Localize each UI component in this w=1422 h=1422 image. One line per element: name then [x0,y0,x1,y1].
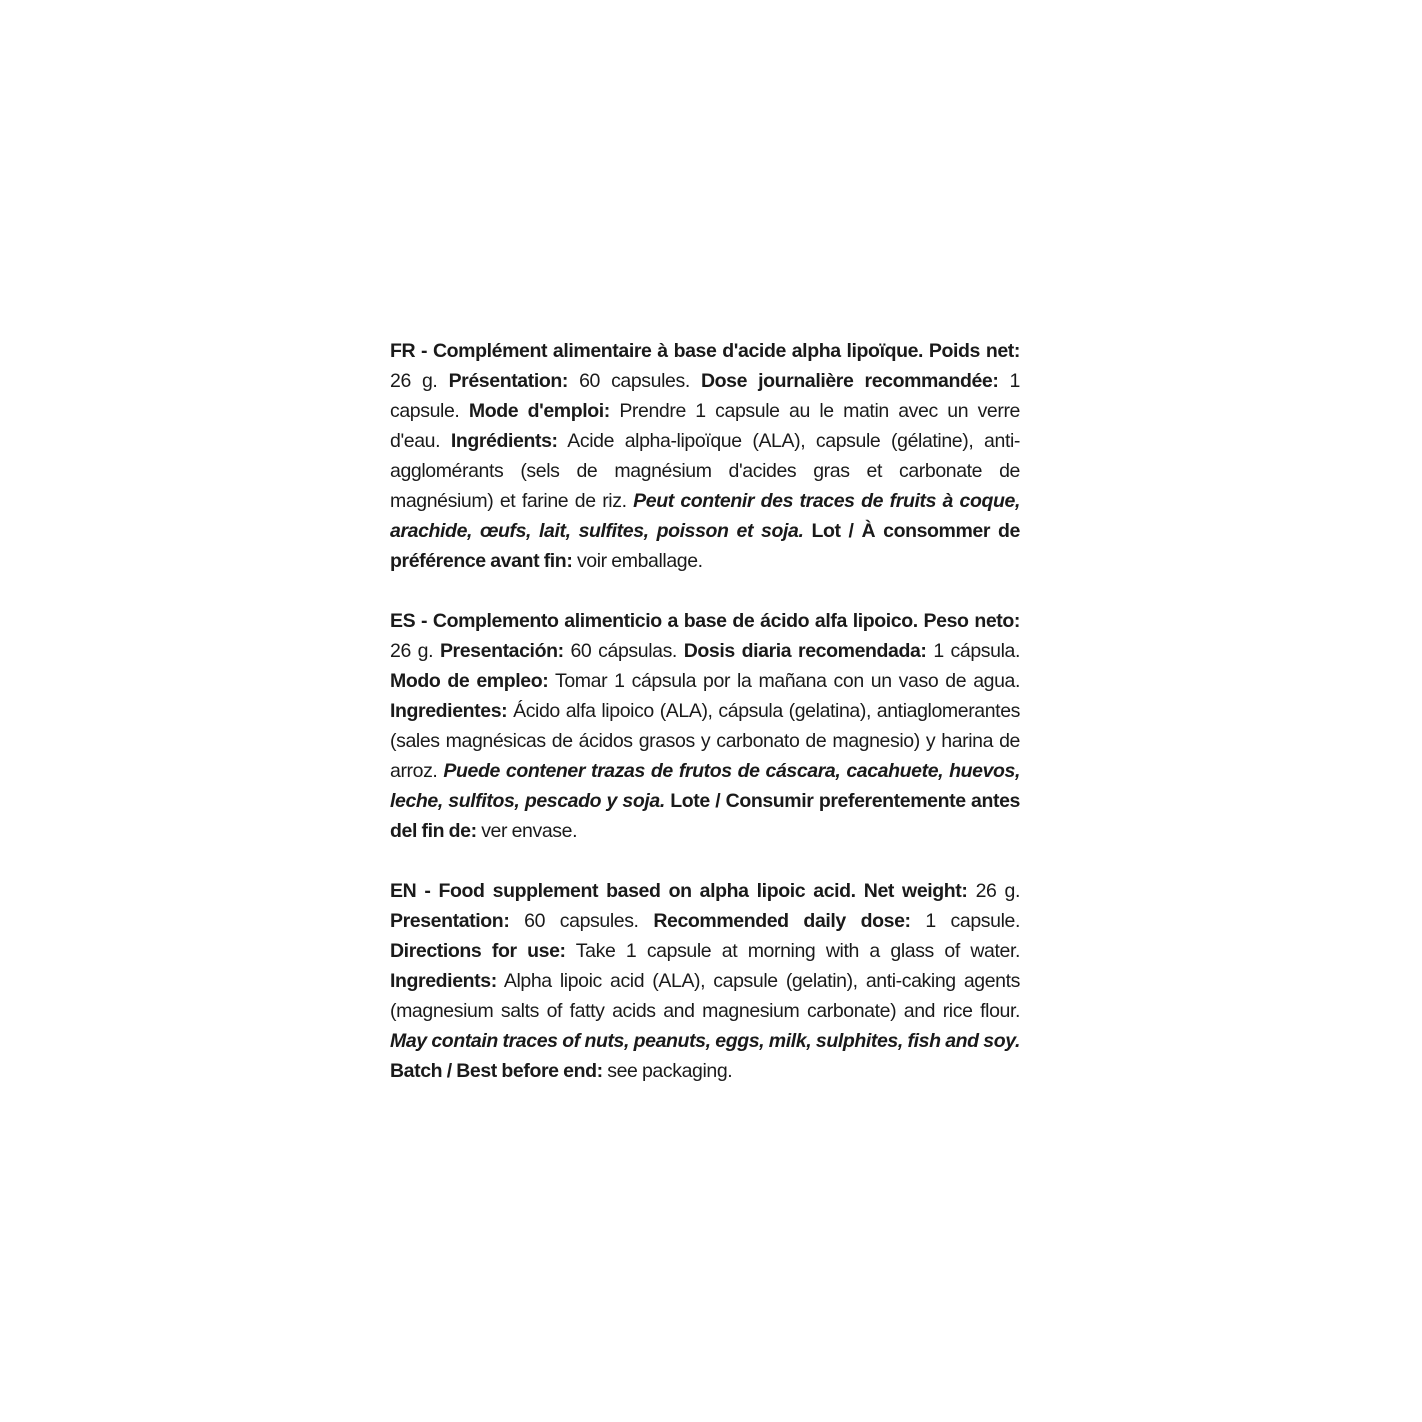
directions-label: Mode d'emploi: [468,400,610,422]
daily-dose-value: 1 capsule. [910,910,1020,932]
product-heading: FR - Complément alimentaire à base d'acide alpha lipoïque. Poids net: [390,340,1020,362]
allergen-warning: Peut contenir des traces de fruits à coque, arachide, œufs, lait, sulfites, poisson et soja. [390,490,1020,542]
ingredients-label: Ingrédients: [450,430,558,452]
batch-value: ver envase. [476,820,578,842]
net-weight-value: 26 g. [390,640,440,662]
batch-label: Lot / À consommer de préférence avant fin: [390,520,1020,572]
allergen-warning: Puede contener trazas de frutos de cáscara, cacahuete, huevos, leche, sulfitos, pescado y soja. [390,760,1020,812]
ingredients-label: Ingredients: [390,970,497,992]
daily-dose-label: Recommended daily dose: [653,910,911,932]
ingredients-value: Acide alpha-lipoïque (ALA), capsule (gélatine), anti-agglomérants (sels de magnésium d'acides gras et carbonate de magnésium) et farine de riz. [390,430,1020,512]
directions-value: Prendre 1 capsule au le matin avec un verre d'eau. [390,400,1020,452]
section-en [390,876,1020,1086]
presentation-label: Presentation: [390,910,510,932]
batch-value: see packaging. [602,1060,733,1082]
daily-dose-label: Dosis diaria recomendada: [683,640,927,662]
section-es [390,606,1020,846]
allergen-warning: May contain traces of nuts, peanuts, eggs, milk, sulphites, fish and soy. [390,1030,1020,1052]
directions-label: Modo de empleo: [390,670,549,692]
net-weight-value: 26 g. [967,880,1020,902]
presentation-label: Présentation: [448,370,568,392]
presentation-value: 60 capsules. [509,910,654,932]
product-heading: ES - Complemento alimenticio a base de ácido alfa lipoico. Peso neto: [390,610,1020,632]
daily-dose-value: 1 cápsula. [926,640,1020,662]
ingredients-label: Ingredientes: [390,700,508,722]
batch-value: voir emballage. [572,550,703,572]
presentation-value: 60 cápsulas. [563,640,684,662]
batch-label: Lote / Consumir preferentemente antes del fin de: [390,790,1020,842]
label-text-block [390,336,1020,1116]
directions-value: Tomar 1 cápsula por la mañana con un vaso de agua. [548,670,1020,692]
ingredients-value: Ácido alfa lipoico (ALA), cápsula (gelatina), antiaglomerantes (sales magnésicas de ácidos grasos y carbonato de magnesio) y harina de arroz. [390,700,1020,782]
presentation-label: Presentación: [439,640,564,662]
section-fr [390,336,1020,576]
ingredients-value: Alpha lipoic acid (ALA), capsule (gelatin), anti-caking agents (magnesium salts of fatty acids and magnesium carbonate) and rice flour. [390,970,1020,1022]
daily-dose-label: Dose journalière recommandée: [700,370,999,392]
presentation-value: 60 capsules. [567,370,701,392]
product-heading: EN - Food supplement based on alpha lipoic acid. Net weight: [390,880,968,902]
directions-value: Take 1 capsule at morning with a glass of water. [565,940,1020,962]
net-weight-value: 26 g. [390,370,449,392]
daily-dose-value: 1 capsule. [390,370,1020,422]
directions-label: Directions for use: [390,940,566,962]
batch-label: Batch / Best before end: [390,1060,603,1082]
